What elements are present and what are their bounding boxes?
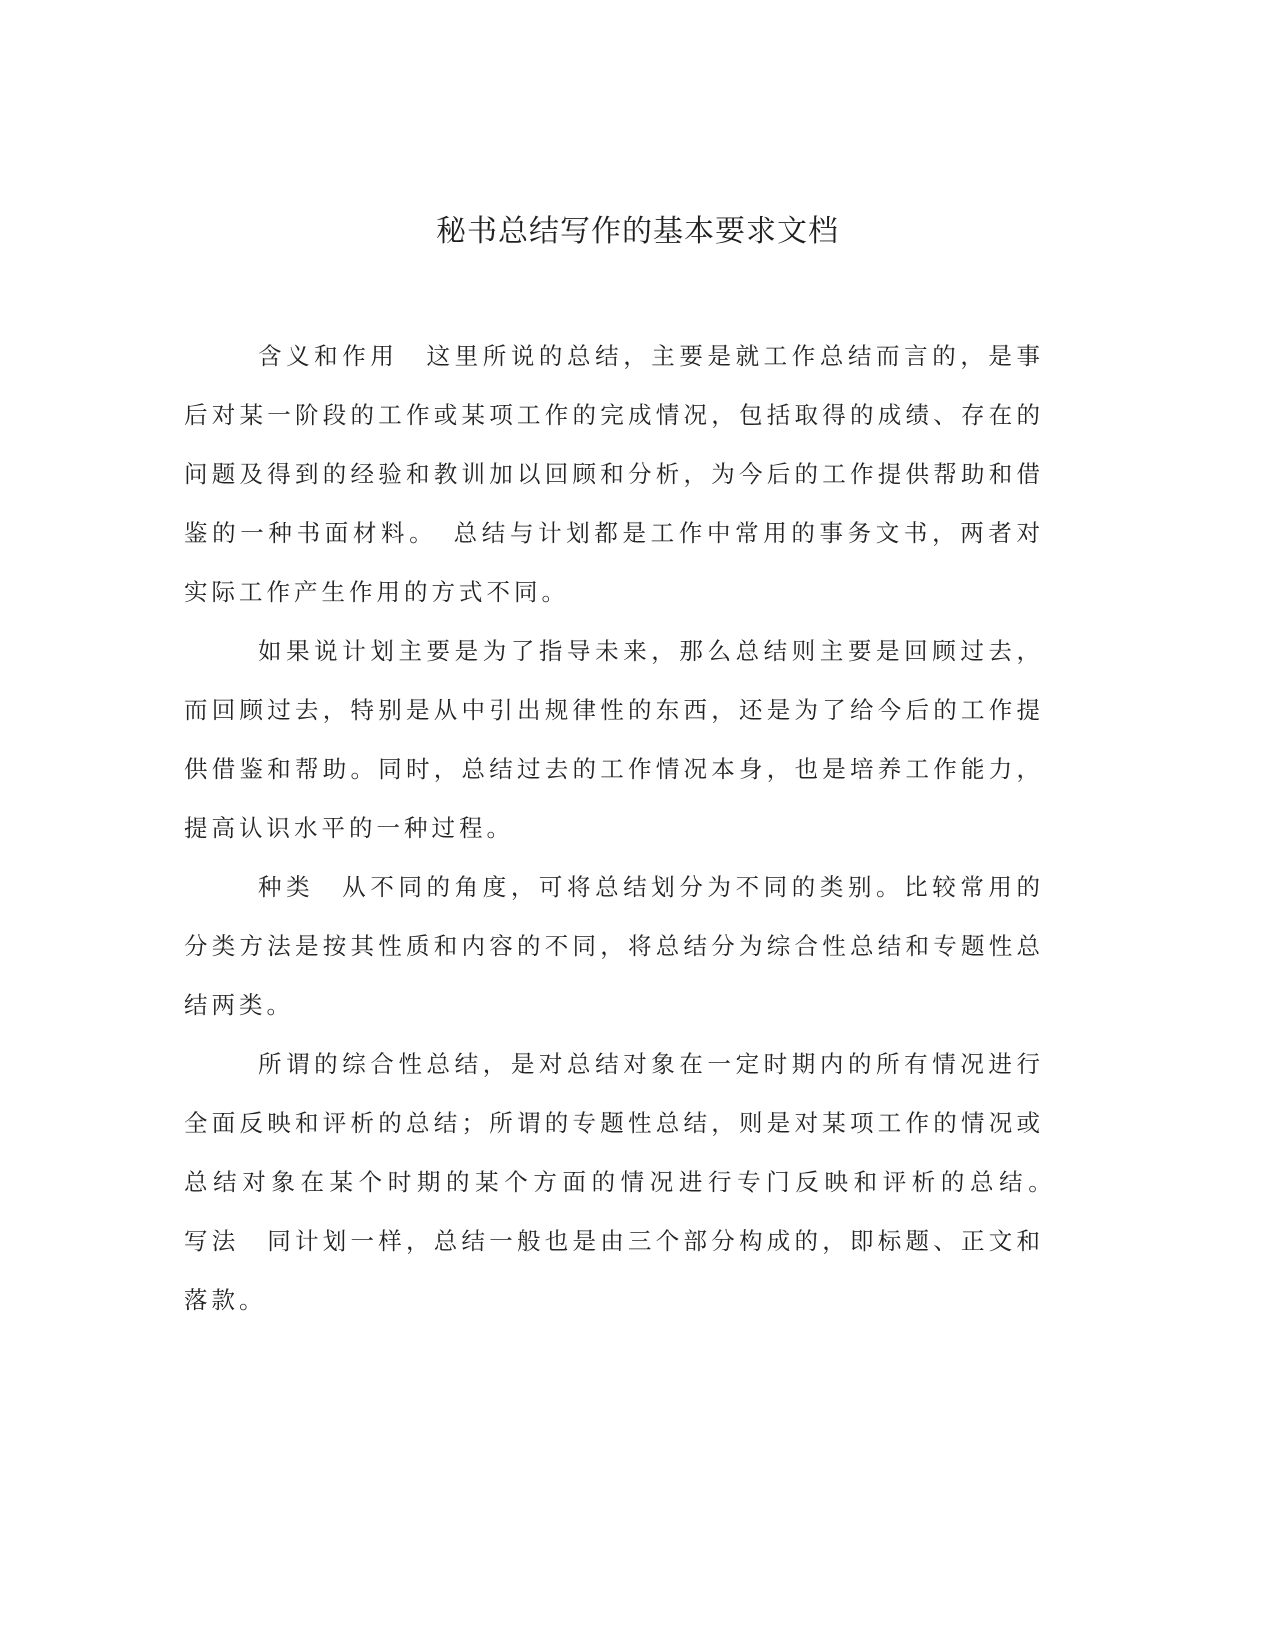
document-body — [184, 327, 1072, 1330]
document-title: 秘书总结写作的基本要求文档 — [436, 214, 839, 249]
paragraph-meaning-and-function: 含义和作用 这里所说的总结，主要是就工作总结而言的，是事后对某一阶段的工作或某项工作的完成情况，包括取得的成绩、存在的问题及得到的经验和教训加以回顾和分析，为今后的工作提供帮助和借鉴的一种书面材料。 总结与计划都是工作中常用的事务文书，两者对实际工作产生作用的方式不同。 — [184, 342, 1044, 606]
paragraph-plan-vs-summary: 如果说计划主要是为了指导未来，那么总结则主要是回顾过去，而回顾过去，特别是从中引出规律性的东西，还是为了给今后的工作提供借鉴和帮助。同时，总结过去的工作情况本身，也是培养工作能力，提高认识水平的一种过程。 — [184, 637, 1044, 842]
paragraph-types: 种类 从不同的角度，可将总结划分为不同的类别。比较常用的分类方法是按其性质和内容的不同，将总结分为综合性总结和专题性总结两类。 — [184, 873, 1044, 1019]
paragraph-comprehensive-and-writing: 所谓的综合性总结，是对总结对象在一定时期内的所有情况进行全面反映和评析的总结；所谓的专题性总结，则是对某项工作的情况或总结对象在某个时期的某个方面的情况进行专门反映和评析的总结。 写法 同计划一样，总结一般也是由三个部分构成的，即标题、正文和落款。 — [184, 1050, 1072, 1314]
